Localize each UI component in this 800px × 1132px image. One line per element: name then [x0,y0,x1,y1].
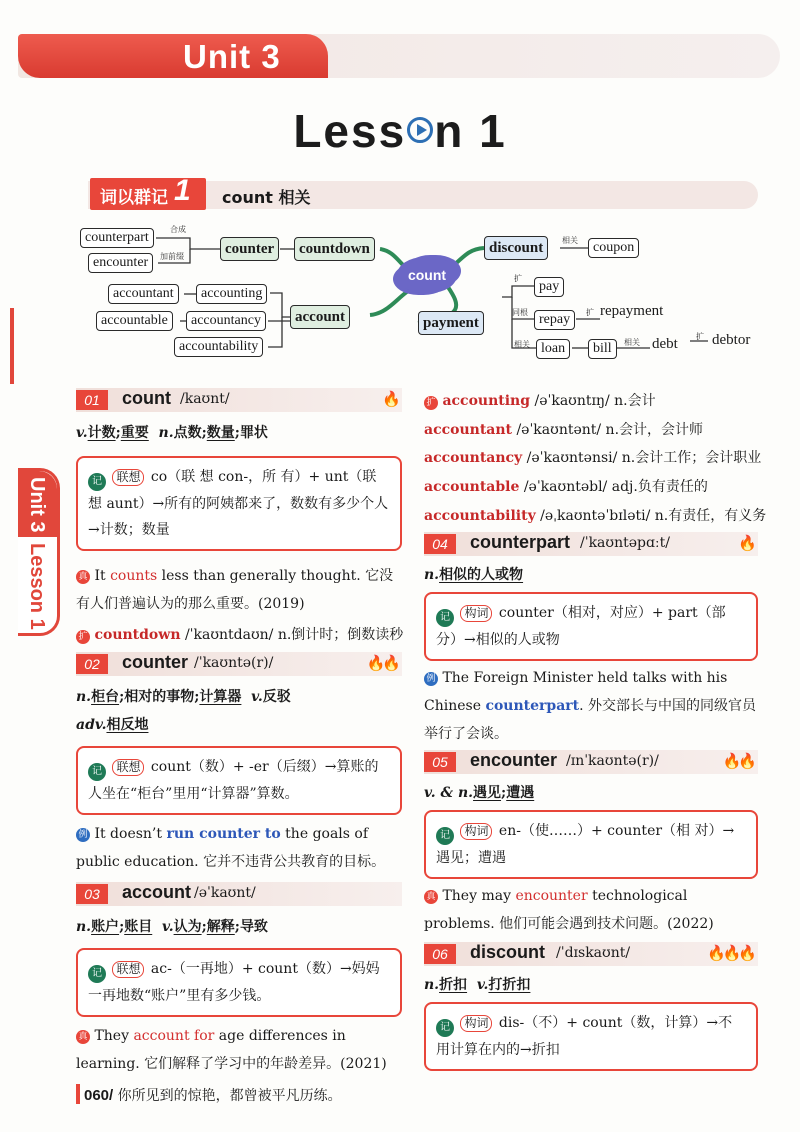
memo-tag: 构词 [460,823,492,840]
extension-line: accountancy /əˈkaʊntənsi/ n.会计工作；会计职业 [424,450,762,466]
mm-countdown: countdown [294,237,375,261]
entry-definition: n.折扣 v.打折扣 [424,977,531,993]
mm-center-count: count [397,257,457,293]
lesson-title [0,104,800,158]
entry-word: counterpart [470,532,571,552]
memory-icon: 记 [88,965,106,983]
exam-icon: 真 [424,890,438,904]
section-number: 1 [174,174,191,207]
mm-counter: counter [220,237,279,261]
memory-icon: 记 [436,609,454,627]
extension-line: accountant /əˈkaʊntənt/ n.会计，会计师 [424,422,704,438]
entry-phonetic: /ˈkaʊntə(r)/ [194,655,274,671]
section-title: count 相关 [222,188,311,207]
memo-text: count（数）+ -er（后缀）→算账的人坐在“柜台”里用“计算器”算数。 [88,759,379,802]
mm-label-hecheng: 合成 [170,225,186,234]
example-sentence: 真 They may encounter technological problems. 他们可能会遇到技术问题。(2022) [424,888,714,932]
mm-label-kuo3: 扩 [696,332,704,341]
entry-phonetic: /ˈdɪskaʊnt/ [556,945,631,961]
memory-icon: 记 [88,763,106,781]
memory-box [76,948,402,1017]
example-sentence: 例 The Foreign Minister held talks with his Chinese counterpart. 外交部长与中国的同级官员举行了会谈。 [424,670,757,742]
entry-definition-adv: adv.相反地 [76,717,149,733]
example-sentence: 真 They account for age differences in learning. 它们解释了学习中的年龄差异。(2021) [76,1028,387,1072]
entry-word: count [122,388,171,408]
mm-label-xiangguan3: 相关 [624,338,640,347]
mm-counterpart: counterpart [80,228,154,248]
memo-text: ac-（一再地）+ count（数）→妈妈一再地数“账户”里有多少钱。 [88,961,380,1004]
play-icon[interactable] [407,117,433,143]
mm-label-kuo2: 扩 [586,308,594,317]
mm-account: account [290,305,350,329]
mm-bill: bill [588,339,617,359]
entry-header-encounter [424,750,758,774]
extension-line: 扩 countdown /ˈkaʊntdaʊn/ n.倒计时；倒数读秒 [76,624,403,644]
mm-accountable: accountable [96,311,173,331]
entry-word: account [122,882,192,902]
entry-number: 04 [424,534,456,554]
mm-payment: payment [418,311,484,335]
memo-text: counter（相对，对应）+ part（部分）→相似的人或物 [436,605,726,648]
unit-title: Unit 3 [183,38,281,75]
entry-number: 06 [424,944,456,964]
extend-icon: 扩 [76,630,90,644]
unit-banner [18,34,328,78]
mm-repayment: repayment [600,303,664,319]
footer-motto: 你所见到的惊艳，都曾被平凡历练。 [117,1088,342,1104]
entry-number: 01 [76,390,108,410]
extension-line: accountable /əˈkaʊntəbl/ adj.负有责任的 [424,479,708,495]
section-tag-text: 词以群记 [100,188,168,208]
fire-icon: 🔥🔥 [366,654,398,672]
entry-phonetic: /kaʊnt/ [180,391,230,407]
mm-label-xiangguan1: 相关 [562,236,578,245]
extension-line: 扩 accounting /əˈkaʊntɪŋ/ n.会计 [424,390,656,410]
fire-icon: 🔥🔥 [722,752,754,770]
entry-header-discount [424,942,758,966]
entry-definition: n.账户;账目 v.认为;解释;导致 [76,919,268,935]
lesson-title-post: n 1 [434,105,507,157]
mm-accountancy: accountancy [186,311,266,331]
memory-icon: 记 [88,473,106,491]
side-accent-line [10,308,14,384]
entry-header-account [76,882,402,906]
memory-box [424,810,758,879]
entry-header-count [76,388,402,412]
mm-loan: loan [536,339,570,359]
footer-accent [76,1084,80,1104]
entry-phonetic: /ɪnˈkaʊntə(r)/ [566,753,659,769]
memory-icon: 记 [436,1019,454,1037]
memo-tag: 联想 [112,469,144,486]
mm-encounter: encounter [88,253,153,273]
entry-header-counterpart [424,532,758,556]
memory-box [424,1002,758,1071]
entry-definition: v. & n.遇见;遭遇 [424,785,535,801]
example-sentence: 例 It doesn’t run counter to the goals of public education. 它并不违背公共教育的目标。 [76,826,386,870]
mm-accountant: accountant [108,284,179,304]
memo-tag: 构词 [460,1015,492,1032]
memory-box [76,746,402,815]
entry-header-counter [76,652,402,676]
mm-accountability: accountability [174,337,263,357]
memo-tag: 联想 [112,961,144,978]
exam-icon: 真 [76,1030,90,1044]
fire-icon: 🔥 [382,390,398,408]
lesson-title-pre: Less [293,105,407,157]
memo-text: en-（使……）+ counter（相 对）→遇见；遭遇 [436,823,735,866]
mm-coupon: coupon [588,238,639,258]
entry-phonetic: /əˈkaʊnt/ [194,885,256,901]
fire-icon: 🔥 [738,534,754,552]
entry-word: encounter [470,750,558,770]
side-tab-unit [18,471,57,537]
mm-debt: debt [652,336,678,352]
entry-definition: n.柜台;相对的事物;计算器 v.反驳 [76,689,291,705]
mm-label-tonggen: 同根 [512,308,528,317]
memo-text: co（联 想 con-，所 有）+ unt（联 想 aunt）→所有的阿姨都来了，数数有多少个人→计数；数量 [88,469,389,538]
entry-number: 03 [76,884,108,904]
mm-label-kuo1: 扩 [514,274,522,283]
mind-map [0,215,800,365]
entry-phonetic: /ˈkaʊntəpɑːt/ [580,535,670,551]
extend-icon: 扩 [424,396,438,410]
mm-debtor: debtor [712,332,751,348]
memory-box [76,456,402,551]
entry-word: counter [122,652,189,672]
mm-label-jiaqianzhui: 加前缀 [160,252,184,261]
example-icon: 例 [424,672,438,686]
memo-text: dis-（不）+ count（数，计算）→不用计算在内的→折扣 [436,1015,733,1058]
extension-line: accountability /əˌkaʊntəˈbɪləti/ n.有责任，有义务 [424,508,767,524]
memo-tag: 构词 [460,605,492,622]
entry-number: 02 [76,654,108,674]
entry-word: discount [470,942,545,962]
mm-discount: discount [484,236,548,260]
memory-box [424,592,758,661]
side-tab-unit-text: Unit 3 [26,477,48,533]
page-footer [76,1084,342,1105]
mm-repay: repay [534,310,575,330]
side-tab-lesson: Lesson 1 [26,543,48,630]
entry-definition: v.计数;重要 n.点数;数量;罪状 [76,425,268,441]
fire-icon: 🔥🔥🔥 [706,944,754,962]
entry-number: 05 [424,752,456,772]
example-sentence: 真 It counts less than generally thought. 它没有人们普遍认为的那么重要。(2019) [76,568,394,612]
entry-definition: n.相似的人或物 [424,567,524,583]
page-number: 060/ [84,1087,114,1104]
mm-label-xiangguan2: 相关 [514,340,530,349]
side-tab [18,468,60,636]
example-icon: 例 [76,828,90,842]
memory-icon: 记 [436,827,454,845]
section-tag [90,174,206,210]
mm-pay: pay [534,277,564,297]
mm-accounting: accounting [196,284,267,304]
exam-icon: 真 [76,570,90,584]
memo-tag: 联想 [112,759,144,776]
